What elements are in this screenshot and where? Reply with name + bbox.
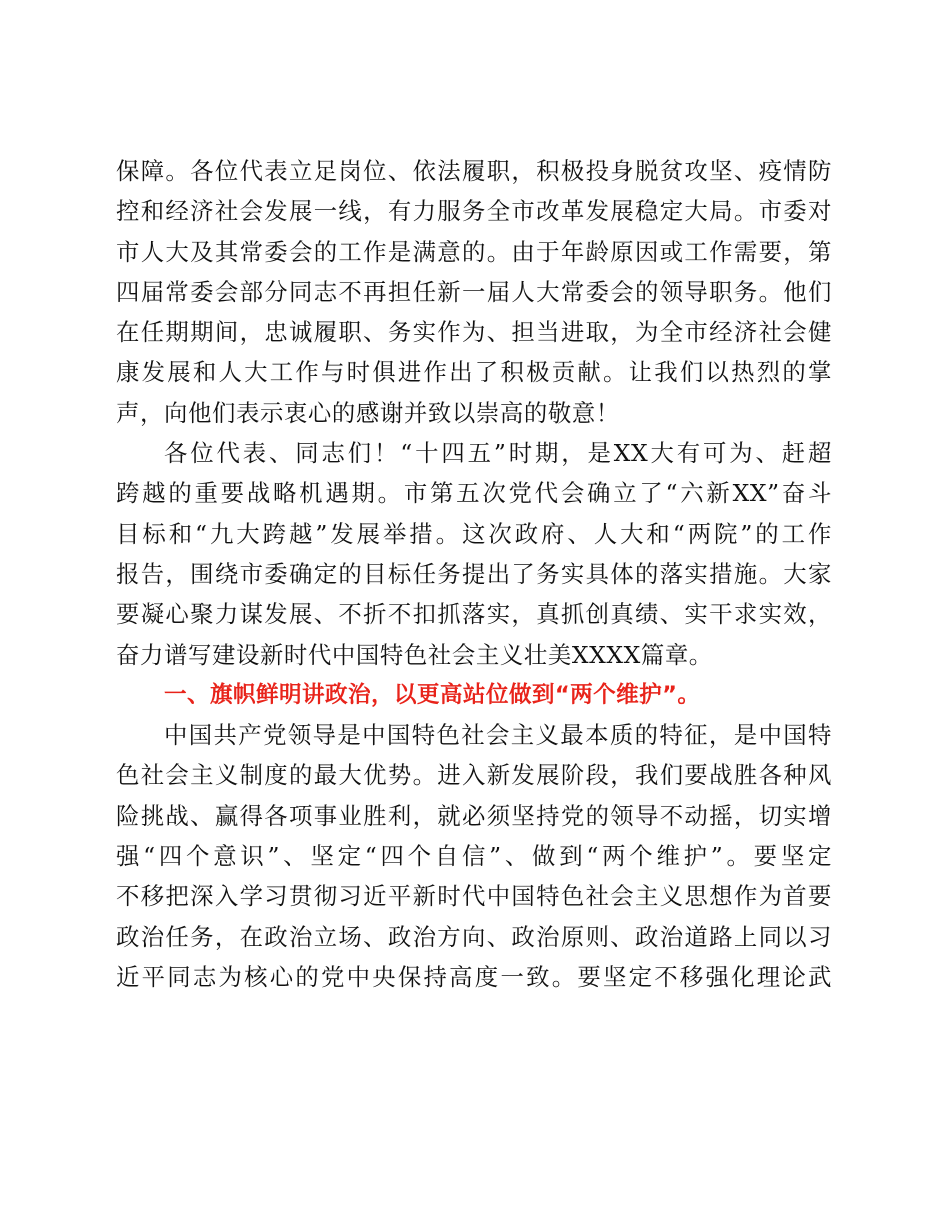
text-line: 在任期期间，忠诚履职、务实作为、担当进取，为全市经济社会健: [116, 318, 832, 347]
text-line: 跨越的重要战略机遇期。市第五次党代会确立了“六新XX”奋斗: [116, 479, 832, 508]
text-line: 各位代表、同志们！“十四五”时期，是XX大有可为、赶超: [164, 439, 832, 468]
text-line: 报告，围绕市委确定的目标任务提出了务实具体的落实措施。大家: [116, 559, 832, 588]
text-line: 政治任务，在政治立场、政治方向、政治原则、政治道路上同以习: [116, 922, 832, 951]
text-line: 目标和“九大跨越”发展举措。这次政府、人大和“两院”的工作: [116, 519, 832, 548]
text-line: 近平同志为核心的党中央保持高度一致。要坚定不移强化理论武: [116, 962, 832, 991]
text-line: 控和经济社会发展一线，有力服务全市改革发展稳定大局。市委对: [116, 197, 832, 226]
text-line: 色社会主义制度的最大优势。进入新发展阶段，我们要战胜各种风: [116, 761, 832, 790]
text-line: 保障。各位代表立足岗位、依法履职，积极投身脱贫攻坚、疫情防: [116, 157, 832, 185]
section-heading: 一、旗帜鲜明讲政治，以更高站位做到“两个维护”。: [164, 681, 701, 708]
text-line: 奋力谱写建设新时代中国特色社会主义壮美XXXX篇章。: [116, 640, 713, 669]
document-body: [116, 151, 832, 997]
text-line: 声，向他们表示衷心的感谢并致以崇高的敬意！: [116, 398, 620, 427]
text-line: 四届常委会部分同志不再担任新一届人大常委会的领导职务。他们: [116, 277, 832, 306]
text-line: 强“四个意识”、坚定“四个自信”、做到“两个维护”。要坚定: [116, 842, 832, 871]
text-line: 康发展和人大工作与时俱进作出了积极贡献。让我们以热烈的掌: [116, 358, 832, 387]
text-line: 险挑战、赢得各项事业胜利，就必须坚持党的领导不动摇，切实增: [116, 801, 832, 830]
text-line: 不移把深入学习贯彻习近平新时代中国特色社会主义思想作为首要: [116, 882, 832, 911]
text-line: 市人大及其常委会的工作是满意的。由于年龄原因或工作需要，第: [116, 237, 832, 266]
text-line: 中国共产党领导是中国特色社会主义最本质的特征，是中国特: [164, 721, 832, 750]
text-line: 要凝心聚力谋发展、不折不扣抓落实，真抓创真绩、实干求实效，: [116, 600, 832, 629]
